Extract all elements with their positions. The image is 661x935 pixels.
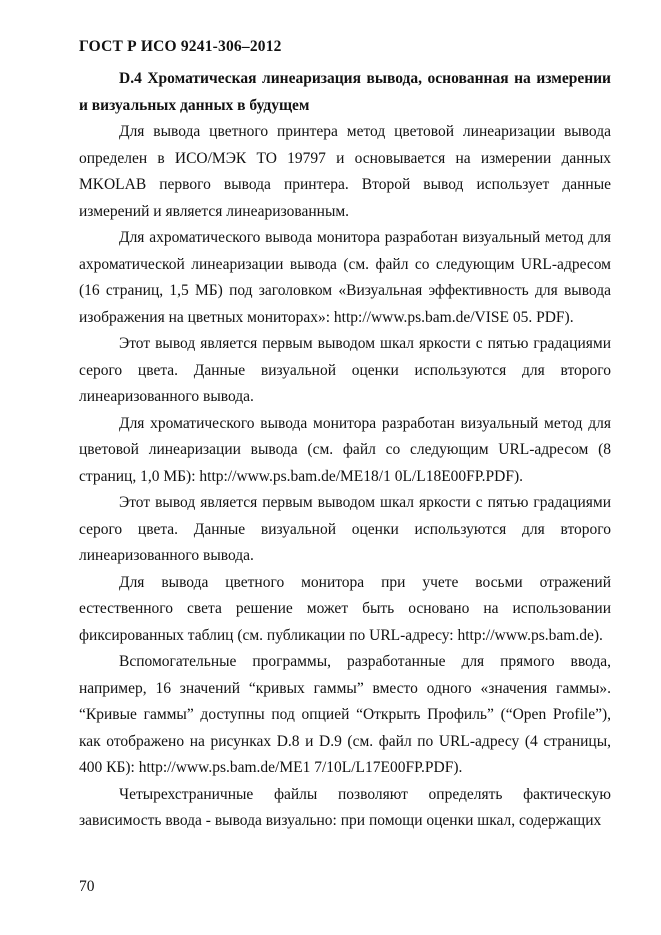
paragraph-1: Для вывода цветного принтера метод цветовой линеаризации вывода определен в ИСО/МЭК ТО 19797 и основывается на измерении данных MKOLAB первого вывода принтера. Второй вывод использует данные измерений и является линеаризованным. (79, 123, 611, 220)
document-header: ГОСТ Р ИСО 9241-306–2012 (79, 38, 282, 55)
paragraph-2: Для ахроматического вывода монитора разработан визуальный метод для ахроматической линеаризации вывода (см. файл со следующим URL-адресом (16 страниц, 1,5 МБ) под заголовком «Визуальная эффективность для вывода изображения на цветных мониторах»: http://www.ps.bam.de/VISE 05. PDF). (79, 229, 611, 326)
section-title: D.4 Хроматическая линеаризация вывода, основанная на измерении и визуальных данных в будущем (79, 70, 611, 114)
paragraph-3: Этот вывод является первым выводом шкал яркости с пятью градациями серого цвета. Данные визуальной оценки используются для второго линеаризованного вывода. (79, 335, 611, 405)
paragraph-6: Для вывода цветного монитора при учете восьми отражений естественного света решение может быть основано на использовании фиксированных таблиц (см. публикации по URL-адресу: http://www.ps.bam.de). (79, 573, 611, 644)
paragraph-7: Вспомогательные программы, разработанные для прямого ввода, например, 16 значений “кривых гаммы” вместо одного «значения гаммы». “Кривые гаммы” доступны под опцией “Открыть Профиль” (“Open Profile”), как отображено на рисунках D.8 и D.9 (см. файл по URL-адресу (4 страницы, 400 КБ): http://www.ps.bam.de/ME1 7/10L/L17E00FP.PDF). (79, 653, 611, 776)
paragraph-5: Этот вывод является первым выводом шкал яркости с пятью градациями серого цвета. Данные визуальной оценки используются для второго линеаризованного вывода. (79, 494, 611, 564)
paragraph-4: Для хроматического вывода монитора разработан визуальный метод для цветовой линеаризации вывода (см. файл со следующим URL-адресом (8 страниц, 1,0 МБ): http://www.ps.bam.de/ME18/1 0L/L18E00FP.PDF). (79, 414, 611, 485)
document-page (79, 38, 611, 835)
page-number: 70 (79, 878, 95, 895)
paragraph-8: Четырехстраничные файлы позволяют определять фактическую зависимость ввода - вывода визуально: при помощи оценки шкал, содержащих (79, 785, 611, 829)
